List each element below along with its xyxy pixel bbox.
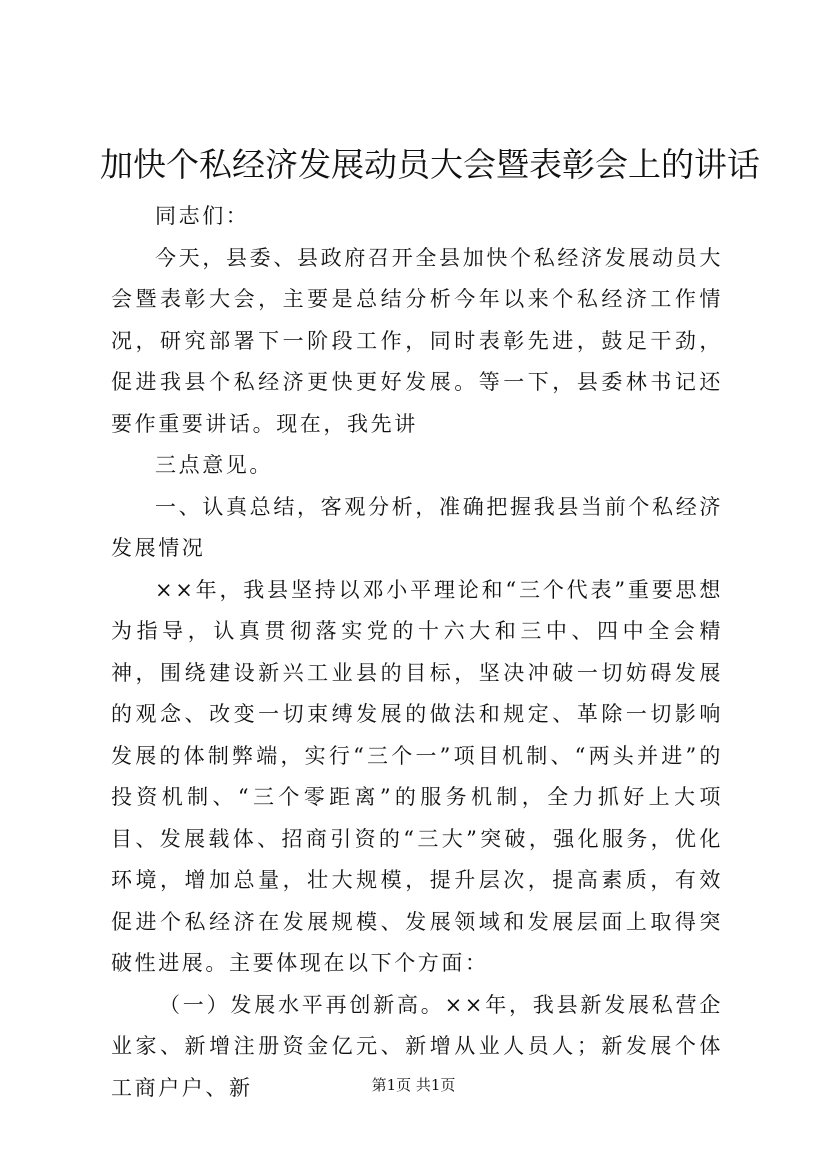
document-body [111,196,723,1109]
salutation: 同志们： [155,204,250,228]
page-number: 第1页 共1页 [371,1076,456,1094]
section-heading-1: 一、认真总结，客观分析，准确把握我县当前个私经济发展情况 [111,494,723,560]
intro-paragraph: 今天，县委、县政府召开全县加快个私经济发展动员大会暨表彰大会，主要是总结分析今年以来个私经济工作情况，研究部署下一阶段工作，同时表彰先进，鼓足干劲，促进我县个私经济更快更好发展。等一下，县委林书记还要作重要讲话。现在，我先讲 [111,245,723,436]
summary-paragraph: ××年，我县坚持以邓小平理论和“三个代表”重要思想为指导，认真贯彻落实党的十六大和三中、四中全会精神，围绕建设新兴工业县的目标，坚决冲破一切妨碍发展的观念、改变一切束缚发展的做法和规定、革除一切影响发展的体制弊端，实行“三个一”项目机制、“两头并进”的投资机制、“三个零距离”的服务机制，全力抓好上大项目、发展载体、招商引资的“三大”突破，强化服务，优化环境，增加总量，壮大规模，提升层次，提高素质，有效促进个私经济在发展规模、发展领域和发展层面上取得突破性进展。主要体现在以下个方面： [111,577,723,975]
intro-continuation: 三点意见。 [155,453,273,477]
subsection-1-paragraph: （一）发展水平再创新高。××年，我县新发展私营企业家、新增注册资金亿元、新增从业人员人；新发展个体工商户户、新 [111,992,723,1100]
document-title: 加快个私经济发展动员大会暨表彰会上的讲话 [100,145,760,184]
